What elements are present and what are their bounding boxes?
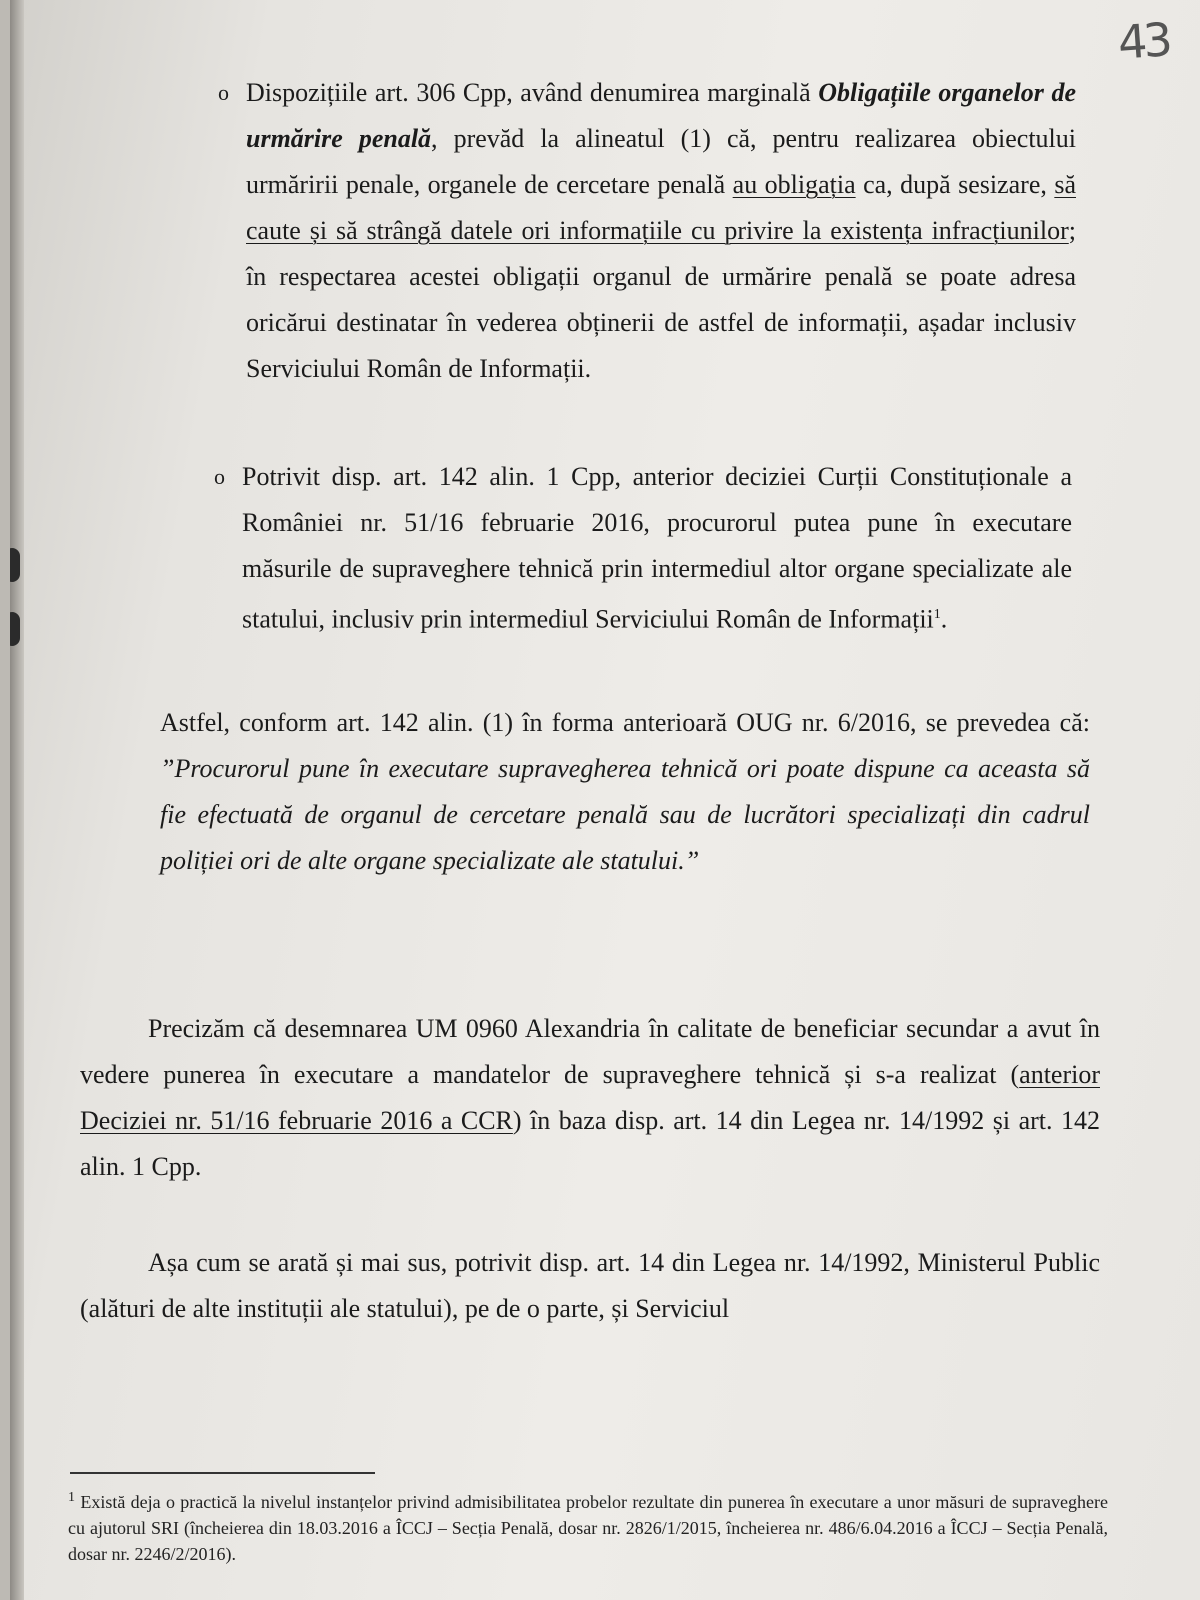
bullet1-emphasis: Obligațiile organelor de urmărire penală [246,78,1076,153]
footnote-marker: 1 [68,1490,75,1505]
bullet2-text: . [940,604,948,634]
bullet1-text: ; în respectarea acestei obligații organul de urmărire penală se poate adresa oricărui destinatar în vederea obținerii de astfel de informații, așadar inclusiv Serviciului Român de Informații. [246,216,1076,383]
footnote-text: Există deja o practică la nivelul instanțelor privind admisibilitatea probelor rezultate din punerea în executare a unor măsuri de supraveghere cu ajutorul SRI (încheierea din 18.03.2016 a ÎCCJ – Secția Penală, dosar nr. 2826/1/2015, încheierea nr. 486/6.04.2016 a ÎCCJ – Secția Penală, dosar nr. 2246/2/2016). [68,1492,1109,1564]
para1-quote: ”Procurorul pune în executare supravegherea tehnică ori poate dispune ca aceasta să fie efectuată de organul de cercetare penală sau de lucrători specializați din cadrul poliției ori de alte organe specializate ale statului.” [160,754,1090,875]
paragraph-asa-cum [80,1240,1100,1332]
bullet1-text: , prevăd la alineatul (1) că, pentru realizarea obiectului urmăririi penale, organele de cercetare penală [246,124,1076,199]
bullet-icon: o [214,464,225,489]
footnote-ref: 1 [933,607,941,622]
bullet1-underline: să caute și să strângă datele ori informațiile cu privire la existența infracțiunilor [246,170,1076,245]
punch-hole [10,612,20,646]
bullet-paragraph-2 [214,454,1072,643]
footnote-divider [70,1472,375,1474]
bullet2-text: Potrivit disp. art. 142 alin. 1 Cpp, anterior deciziei Curții Constituționale a României nr. 51/16 februarie 2016, procurorul putea pune în executare măsurile de supraveghere tehnică prin intermediul altor organe specializate ale statului, inclusiv prin intermediul Serviciului Român de Informații [242,462,1072,634]
para2-text: Precizăm că desemnarea UM 0960 Alexandria în calitate de beneficiar secundar a avut în vedere punerea în executare a mandatelor de supraveghere tehnică și s-a realizat ( [80,1014,1100,1089]
punch-hole [10,548,20,582]
para2-underline: anterior Deciziei nr. 51/16 februarie 2016 a CCR [80,1060,1100,1135]
page-shadow [10,0,24,1600]
para3-text: Așa cum se arată și mai sus, potrivit disp. art. 14 din Legea nr. 14/1992, Ministerul Public (alături de alte instituții ale statului), pe de o parte, și Serviciul [80,1248,1100,1323]
para2-text: ) în baza disp. art. 14 din Legea nr. 14/1992 și art. 142 alin. 1 Cpp. [80,1106,1100,1181]
document-page [10,0,1200,1600]
handwritten-page-number: 43 [1116,12,1171,70]
bullet-icon: o [218,80,229,105]
paragraph-astfel [160,700,1090,884]
paragraph-precizam [80,1006,1100,1190]
bullet-paragraph-1 [218,70,1076,392]
bullet1-text: Dispozițiile art. 306 Cpp, având denumirea marginală [246,78,819,107]
footnote [68,1485,1108,1567]
para1-text: Astfel, conform art. 142 alin. (1) în forma anterioară OUG nr. 6/2016, se prevedea că: [160,708,1090,737]
bullet1-text: ca, după sesizare, [855,170,1055,199]
bullet1-underline: au obligația [732,170,856,199]
